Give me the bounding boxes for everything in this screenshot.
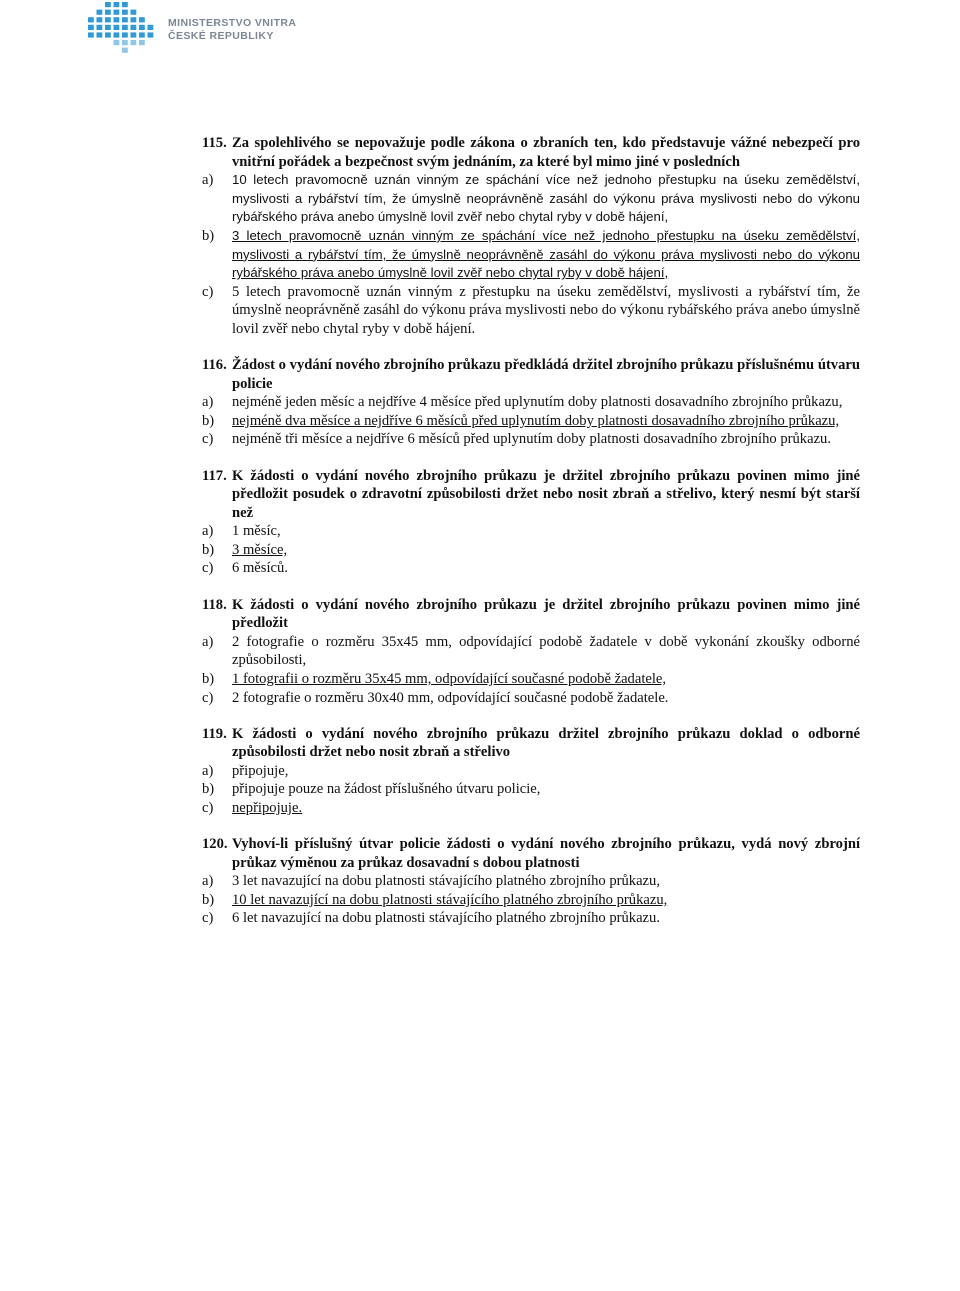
answer-text: 6 měsíců. (232, 560, 288, 577)
answer-label: b) (202, 412, 215, 429)
question-120 (202, 835, 860, 928)
logo-square (97, 10, 103, 15)
answer-text: připojuje, (232, 762, 289, 779)
question-number: 119. (202, 725, 227, 742)
answer-text: 3 let navazující na dobu platnosti stávajícího platného zbrojního průkazu, (232, 873, 660, 890)
logo-square (105, 32, 111, 37)
logo-square (114, 40, 120, 45)
question-119 (202, 725, 860, 818)
logo-square (88, 25, 94, 30)
logo-square (122, 2, 128, 7)
answer-option-c (202, 909, 860, 928)
answer-text: 5 letech pravomocně uznán vinným z přestupku na úseku zemědělství, myslivosti a rybářství tím, že úmyslně neoprávněně zasáhl do výkonu práva myslivosti nebo do výkonu rybářského práva anebo úmyslně lovil zvěř nebo chytal ryby v době hájení. (232, 283, 860, 337)
logo-square (97, 25, 103, 30)
answer-option-a (202, 633, 860, 670)
logo-square (122, 40, 128, 45)
question-text: Žádost o vydání nového zbrojního průkazu předkládá držitel zbrojního průkazu příslušnému útvaru policie (232, 357, 860, 392)
answer-text: připojuje pouze na žádost příslušného útvaru policie, (232, 781, 541, 798)
ministry-logo-text (168, 17, 296, 43)
logo-square (88, 17, 94, 22)
question-115 (202, 134, 860, 339)
answer-option-a (202, 393, 860, 412)
answer-label: c) (202, 800, 214, 816)
answer-option-a (202, 872, 860, 891)
logo-square (139, 40, 145, 45)
answer-label: b) (202, 227, 215, 244)
answer-option-c (202, 799, 860, 818)
answer-label: c) (202, 560, 214, 577)
answer-label: b) (202, 670, 215, 687)
logo-line-1: MINISTERSTVO VNITRA (168, 17, 297, 29)
answer-label: a) (202, 633, 214, 650)
ministry-logo (86, 0, 316, 58)
logo-square (131, 40, 137, 45)
logo-square (139, 25, 145, 30)
answer-label: a) (202, 762, 214, 779)
answer-text: 6 let navazující na dobu platnosti stávajícího platného zbrojního průkazu. (232, 910, 660, 927)
answer-label: b) (202, 541, 215, 558)
question-heading (202, 356, 860, 393)
logo-square (114, 2, 120, 7)
logo-square (131, 25, 137, 30)
answer-option-b (202, 227, 860, 283)
question-list (202, 134, 860, 946)
answer-text: 1 měsíc, (232, 523, 281, 540)
answer-text: 2 fotografie o rozměru 35x45 mm, odpovídající podobě žadatele v době vykonání zkoušky odborné způsobilosti, (232, 633, 860, 669)
answer-label: a) (202, 523, 214, 540)
answer-text-correct: 10 let navazující na dobu platnosti stávajícího platného zbrojního průkazu, (232, 891, 668, 908)
logo-square (131, 17, 137, 22)
answer-label: c) (202, 431, 214, 448)
logo-square (114, 17, 120, 22)
answer-text: 10 letech pravomocně uznán vinným ze spáchání více než jednoho přestupku na úseku zemědělství, myslivosti a rybářství tím, že úmyslně neoprávněně zasáhl do výkonu práva myslivosti nebo do výkonu rybářského práva anebo úmyslně lovil zvěř nebo chytal ryby v době hájení, (232, 172, 860, 225)
answer-label: b) (202, 781, 215, 798)
question-number: 120. (202, 836, 228, 853)
logo-square (148, 25, 154, 30)
question-number: 116. (202, 357, 227, 374)
logo-square (131, 10, 137, 15)
answer-label: c) (202, 910, 214, 927)
logo-square (97, 32, 103, 37)
answer-label: b) (202, 891, 215, 908)
answer-option-c (202, 283, 860, 339)
question-text: K žádosti o vydání nového zbrojního průkazu držitel zbrojního průkazu doklad o odborné způsobilosti držet nebo nosit zbraň a střelivo (232, 725, 860, 761)
question-text: Za spolehlivého se nepovažuje podle zákona o zbraních ten, kdo představuje vážné nebezpečí pro vnitřní pořádek a bezpečnost svým jednáním, za které byl mimo jiné v posledních (232, 135, 860, 170)
logo-square (122, 48, 128, 53)
question-number: 117. (202, 467, 227, 484)
question-heading (202, 467, 860, 523)
logo-square (122, 25, 128, 30)
question-heading (202, 725, 860, 762)
logo-square (131, 32, 137, 37)
answer-option-c (202, 430, 860, 449)
logo-square (122, 10, 128, 15)
logo-square (105, 2, 111, 7)
ministry-logo-icon (86, 0, 158, 58)
answer-label: c) (202, 283, 214, 300)
answer-option-b (202, 891, 860, 910)
answer-option-a (202, 171, 860, 227)
question-118 (202, 596, 860, 708)
answer-text: nejméně tři měsíce a nejdříve 6 měsíců před uplynutím doby platnosti dosavadního zbrojního průkazu. (232, 431, 832, 448)
logo-square (105, 25, 111, 30)
question-heading (202, 835, 860, 872)
answer-text-correct: 3 letech pravomocně uznán vinným ze spáchání více než jednoho přestupku na úseku zemědělství, myslivosti a rybářství tím, že úmyslně neoprávněně zasáhl do výkonu práva myslivosti nebo do výkonu rybářského práva anebo úmyslně lovil zvěř nebo chytal ryby v době hájení, (232, 227, 860, 281)
answer-option-a (202, 522, 860, 541)
answer-label: a) (202, 172, 214, 189)
question-text: Vyhoví-li příslušný útvar policie žádosti o vydání nového zbrojního průkazu, vydá nový zbrojní průkaz výměnou za průkaz dosavadní s dobou platnosti (232, 836, 860, 871)
answer-text-correct: 1 fotografii o rozměru 35x45 mm, odpovídající současné podobě žadatele, (232, 670, 667, 687)
answer-option-c (202, 559, 860, 578)
answer-text-correct: nejméně dva měsíce a nejdříve 6 měsíců před uplynutím doby platnosti dosavadního zbrojního průkazu, (232, 412, 840, 429)
answer-text: 2 fotografie o rozměru 30x40 mm, odpovídající současné podobě žadatele. (232, 689, 669, 706)
logo-square (105, 17, 111, 22)
logo-square (139, 17, 145, 22)
logo-square (97, 17, 103, 22)
answer-option-b (202, 780, 860, 799)
question-number: 115. (202, 135, 227, 151)
answer-label: a) (202, 873, 214, 890)
logo-line-2: ČESKÉ REPUBLIKY (168, 30, 274, 42)
logo-square (122, 17, 128, 22)
question-heading (202, 596, 860, 633)
answer-text-correct: 3 měsíce, (232, 541, 288, 558)
question-number: 118. (202, 596, 227, 613)
answer-option-b (202, 412, 860, 431)
question-116 (202, 356, 860, 449)
logo-square (105, 10, 111, 15)
logo-square (114, 32, 120, 37)
answer-label: a) (202, 394, 214, 411)
answer-label: c) (202, 689, 214, 706)
logo-square (114, 25, 120, 30)
question-text: K žádosti o vydání nového zbrojního průkazu je držitel zbrojního průkazu povinen mimo jiné předložit posudek o zdravotní způsobilosti držet nebo nosit zbraň a střelivo, který nesmí být starší než (232, 467, 860, 521)
answer-option-b (202, 541, 860, 560)
logo-square (139, 32, 145, 37)
answer-text: nejméně jeden měsíc a nejdříve 4 měsíce před uplynutím doby platnosti dosavadního zbrojního průkazu, (232, 394, 843, 411)
logo-square (122, 32, 128, 37)
answer-text-correct: nepřipojuje. (232, 800, 303, 816)
logo-square (148, 32, 154, 37)
answer-option-c (202, 689, 860, 708)
question-text: K žádosti o vydání nového zbrojního průkazu je držitel zbrojního průkazu povinen mimo jiné předložit (232, 596, 860, 632)
answer-option-b (202, 670, 860, 689)
question-117 (202, 467, 860, 579)
logo-square (114, 10, 120, 15)
answer-option-a (202, 762, 860, 781)
logo-square (88, 32, 94, 37)
question-heading (202, 134, 860, 171)
